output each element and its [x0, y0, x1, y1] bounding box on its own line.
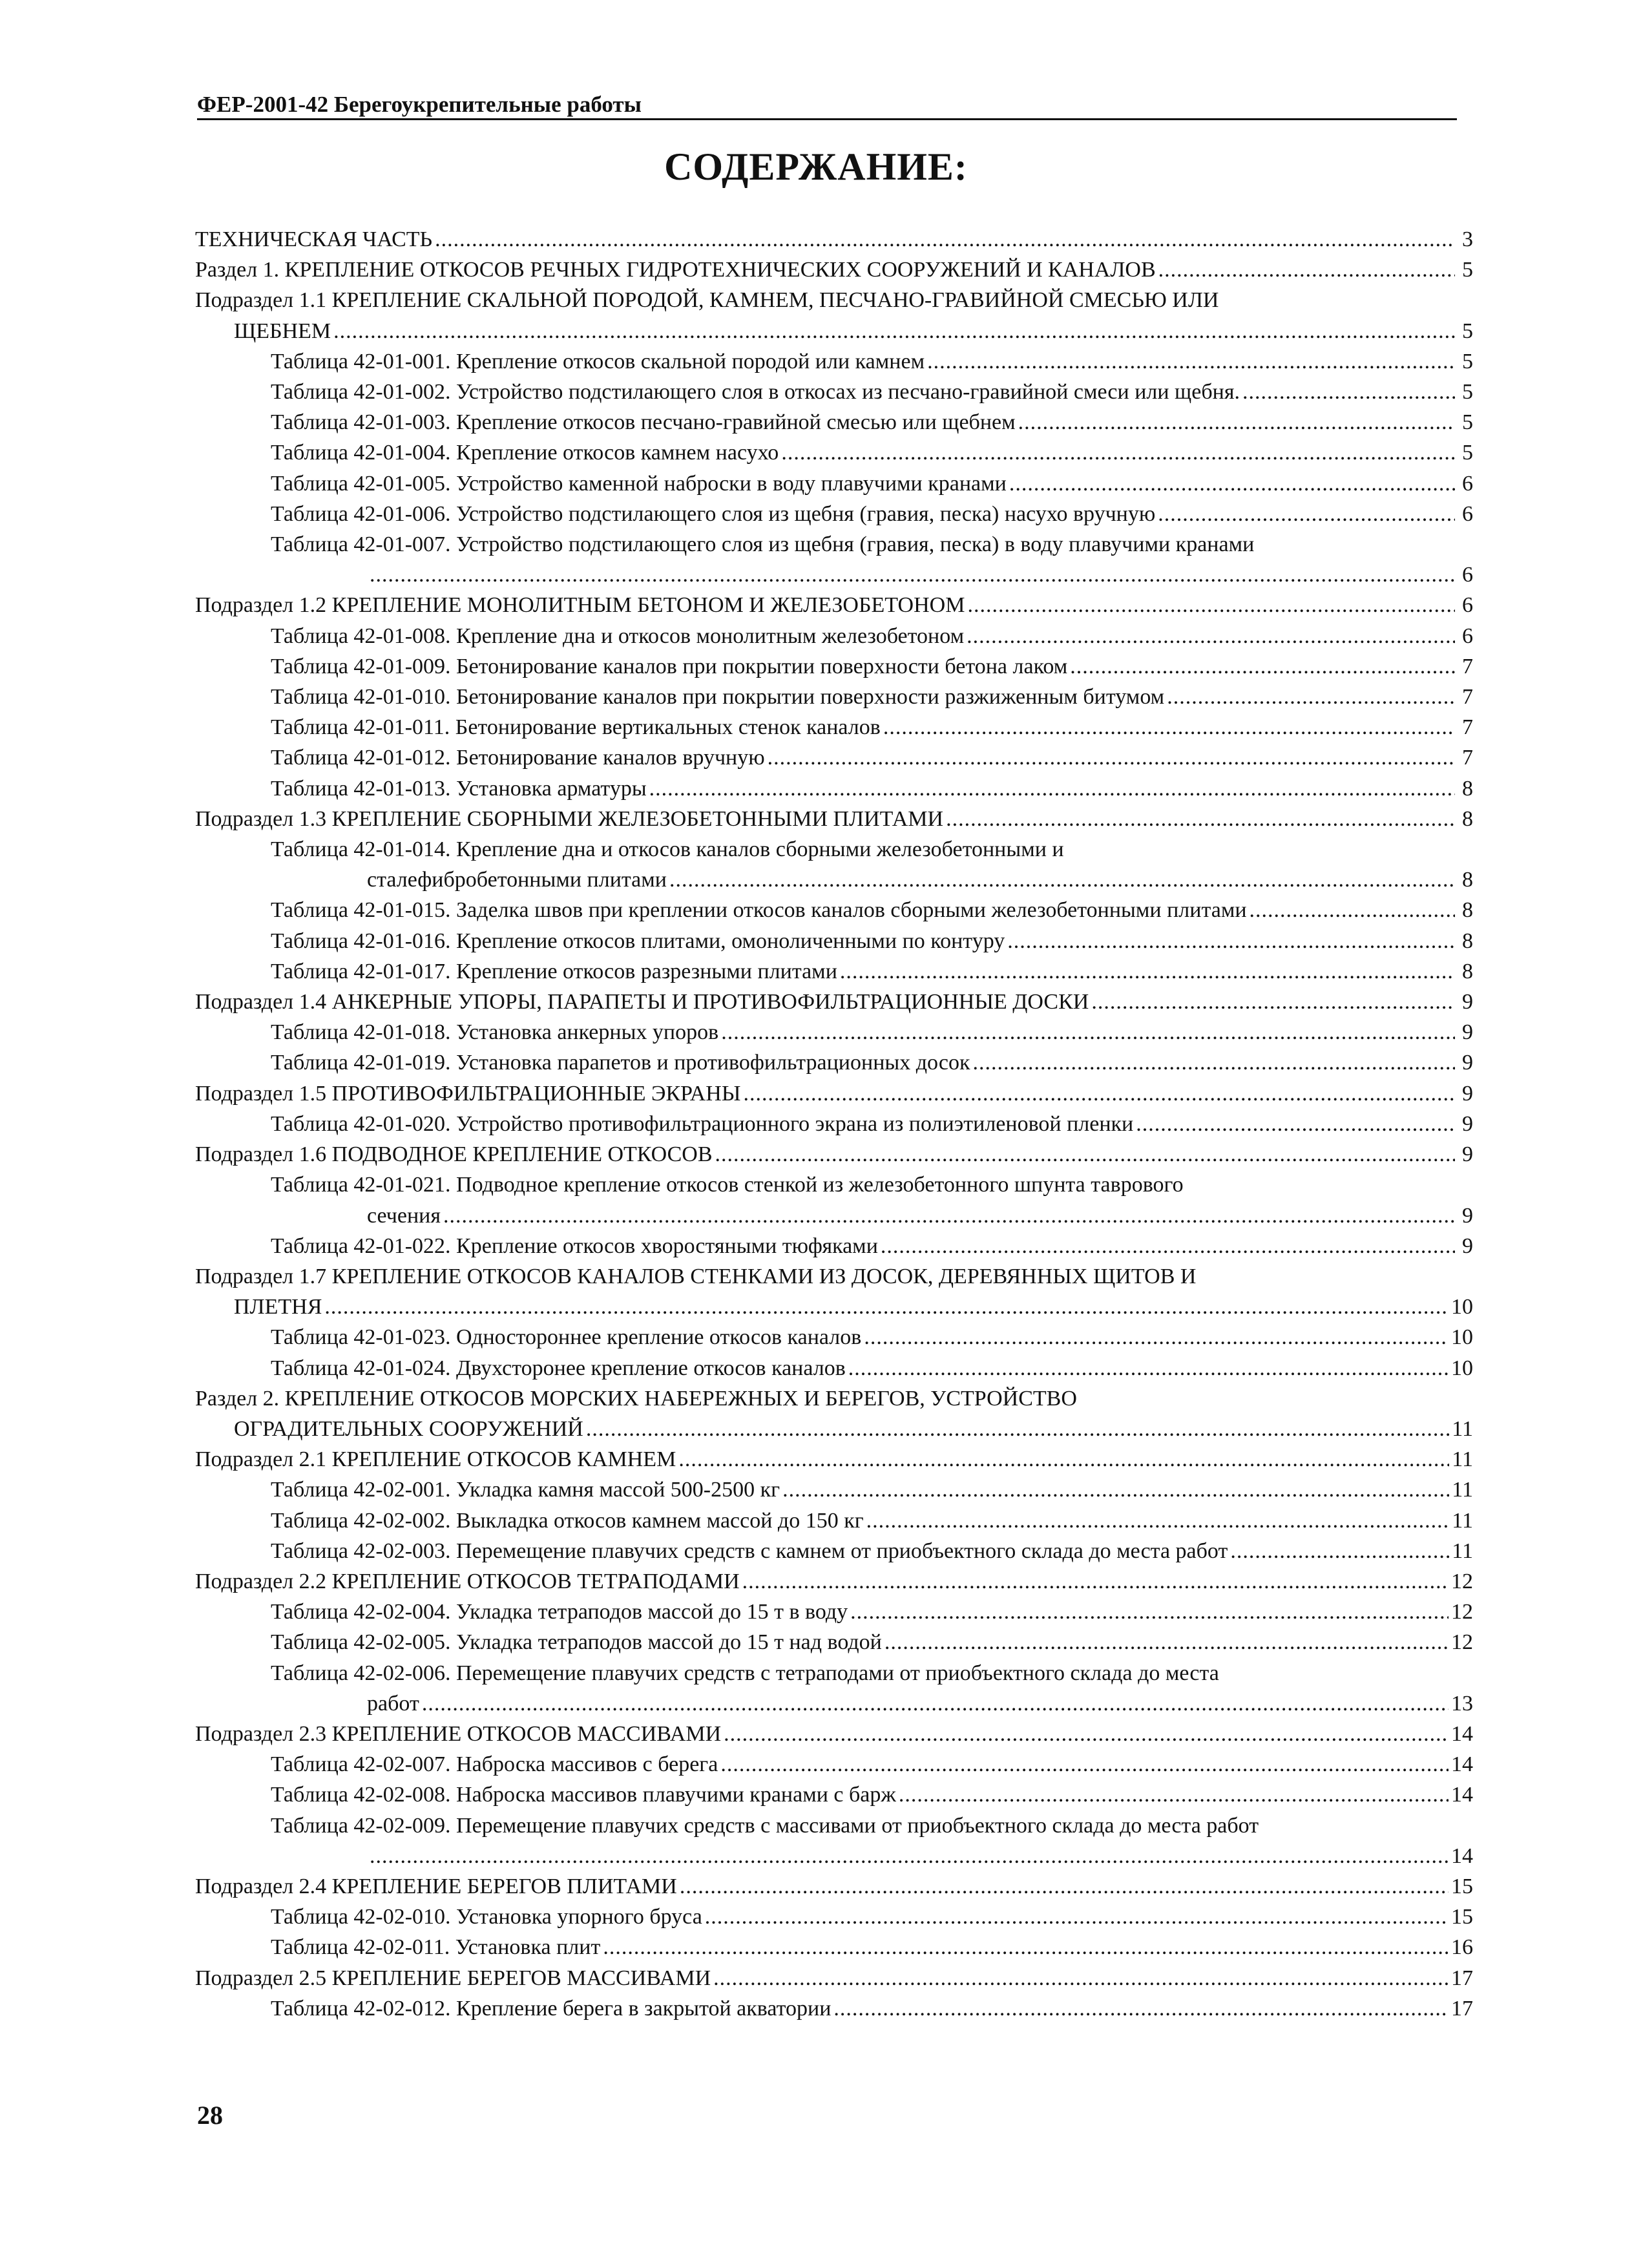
toc-entry[interactable] [195, 499, 1473, 529]
toc-entry[interactable] [195, 1811, 1473, 1841]
toc-entry-page: 7 [1462, 746, 1473, 770]
toc-entry-title: Таблица 42-01-016. Крепление откосов плитами, омоноличенными по контуру [271, 929, 1005, 953]
toc-entry-continuation[interactable] [195, 1414, 1473, 1444]
toc-entry-continuation[interactable] [195, 560, 1473, 590]
toc-entry-page: 5 [1462, 349, 1473, 373]
dot-leader [744, 1078, 1456, 1109]
toc-entry[interactable] [195, 377, 1473, 407]
toc-entry-title: Таблица 42-01-021. Подводное крепление откосов стенкой из железобетонного шпунта таврового [271, 1173, 1184, 1197]
dot-leader [586, 1414, 1449, 1444]
toc-entry-title: Таблица 42-01-011. Бетонирование вертикальных стенок каналов [271, 715, 881, 740]
toc-entry-page: 8 [1462, 806, 1473, 831]
toc-entry-title: Подраздел 1.1 КРЕПЛЕНИЕ СКАЛЬНОЙ ПОРОДОЙ, КАМНЕМ, ПЕСЧАНО-ГРАВИЙНОЙ СМЕСЬЮ ИЛИ [195, 288, 1219, 313]
toc-entry[interactable] [195, 1749, 1473, 1780]
toc-entry-page: 12 [1451, 1569, 1473, 1593]
dot-leader [840, 956, 1455, 987]
dot-leader [1009, 468, 1455, 499]
toc-entry[interactable] [195, 590, 1473, 620]
toc-entry[interactable] [195, 346, 1473, 377]
toc-entry-title: Подраздел 1.2 КРЕПЛЕНИЕ МОНОЛИТНЫМ БЕТОНОМ И ЖЕЛЕЗОБЕТОНОМ [195, 593, 965, 618]
toc-entry-title: Раздел 2. КРЕПЛЕНИЕ ОТКОСОВ МОРСКИХ НАБЕРЕЖНЫХ И БЕРЕГОВ, УСТРОЙСТВО [195, 1386, 1077, 1411]
toc-entry-page: 7 [1462, 654, 1473, 678]
dot-leader [973, 1047, 1456, 1078]
dot-leader [864, 1322, 1449, 1352]
dot-leader [713, 1963, 1449, 1993]
toc-entry-page: 11 [1452, 1478, 1473, 1502]
toc-entry-title: Подраздел 1.5 ПРОТИВОФИЛЬТРАЦИОННЫЕ ЭКРАНЫ [195, 1081, 741, 1106]
toc-entry-page: 6 [1462, 593, 1473, 618]
toc-entry-title-continued: ПЛЕТНЯ [234, 1295, 322, 1319]
toc-entry-page: 9 [1462, 1111, 1473, 1136]
toc-entry[interactable] [195, 1139, 1473, 1170]
toc-entry[interactable] [195, 1353, 1473, 1383]
toc-entry[interactable] [195, 1109, 1473, 1139]
toc-entry-title: Таблица 42-01-022. Крепление откосов хворостяными тюфяками [271, 1234, 878, 1258]
toc-entry-page: 7 [1462, 685, 1473, 709]
toc-entry[interactable] [195, 1932, 1473, 1962]
toc-entry[interactable] [195, 1444, 1473, 1475]
page-title: СОДЕРЖАНИЕ: [664, 145, 968, 188]
dot-leader [678, 1444, 1449, 1475]
toc-entry-title: ТЕХНИЧЕСКАЯ ЧАСТЬ [195, 227, 433, 251]
toc-entry[interactable] [195, 834, 1473, 865]
toc-entry-continuation[interactable] [195, 316, 1473, 346]
toc-entry-title: Таблица 42-01-008. Крепление дна и откосов монолитным железобетоном [271, 624, 965, 648]
toc-entry[interactable] [195, 1170, 1473, 1200]
toc-entry[interactable] [195, 1627, 1473, 1657]
toc-entry-page: 14 [1451, 1752, 1473, 1777]
toc-entry-title: Подраздел 1.7 КРЕПЛЕНИЕ ОТКОСОВ КАНАЛОВ СТЕНКАМИ ИЗ ДОСОК, ДЕРЕВЯННЫХ ЩИТОВ И [195, 1264, 1197, 1288]
toc-entry-page: 7 [1462, 715, 1473, 740]
toc-entry[interactable] [195, 529, 1473, 560]
toc-entry-page: 10 [1451, 1356, 1473, 1380]
toc-entry-page: 5 [1462, 319, 1473, 343]
toc-entry[interactable] [195, 224, 1473, 255]
toc-entry-page: 9 [1462, 1234, 1473, 1258]
dot-leader [603, 1932, 1449, 1962]
dot-leader [883, 712, 1455, 742]
toc-entry[interactable] [195, 407, 1473, 437]
toc-entry-title: Таблица 42-02-009. Перемещение плавучих средств с массивами от приобъектного склада до места работ [271, 1813, 1259, 1838]
toc-entry-page: 10 [1451, 1325, 1473, 1350]
toc-entry-title: Раздел 1. КРЕПЛЕНИЕ ОТКОСОВ РЕЧНЫХ ГИДРОТЕХНИЧЕСКИХ СООРУЖЕНИЙ И КАНАЛОВ [195, 258, 1156, 282]
toc-entry-title: Таблица 42-01-007. Устройство подстилающего слоя из щебня (гравия, песка) в воду плавучими кранами [271, 532, 1255, 557]
toc-entry-page: 17 [1451, 1996, 1473, 2021]
toc-entry-page: 6 [1462, 471, 1473, 496]
dot-leader [1158, 499, 1455, 529]
toc-entry-page: 11 [1452, 1416, 1473, 1441]
toc-entry-page: 15 [1451, 1874, 1473, 1898]
toc-entry[interactable] [195, 651, 1473, 682]
dot-leader [742, 1566, 1449, 1597]
toc-entry[interactable] [195, 926, 1473, 956]
toc-entry-continuation[interactable] [195, 1688, 1473, 1719]
dot-leader [724, 1719, 1449, 1749]
dot-leader [866, 1506, 1450, 1536]
dot-leader [1070, 651, 1455, 682]
toc-entry[interactable] [195, 1658, 1473, 1688]
toc-entry-title: Таблица 42-01-009. Бетонирование каналов при покрытии поверхности бетона лаком [271, 654, 1068, 678]
toc-entry-continuation[interactable] [195, 1292, 1473, 1322]
toc-entry-continuation[interactable] [195, 1841, 1473, 1871]
toc-entry-page: 5 [1462, 441, 1473, 465]
toc-entry[interactable] [195, 1993, 1473, 2024]
toc-entry[interactable] [195, 1261, 1473, 1292]
toc-entry[interactable] [195, 1566, 1473, 1597]
toc-entry[interactable] [195, 712, 1473, 742]
toc-entry-title: Таблица 42-02-010. Установка упорного бруса [271, 1905, 702, 1929]
toc-entry-page: 5 [1462, 258, 1473, 282]
dot-leader [705, 1902, 1449, 1932]
toc-entry-title: Подраздел 2.2 КРЕПЛЕНИЕ ОТКОСОВ ТЕТРАПОДАМИ [195, 1569, 740, 1593]
running-header: ФЕР-2001-42 Берегоукрепительные работы [197, 92, 642, 117]
toc-entry-page: 8 [1462, 959, 1473, 983]
toc-entry-title: Подраздел 2.5 КРЕПЛЕНИЕ БЕРЕГОВ МАССИВАМИ [195, 1966, 711, 1990]
toc-entry-title: Таблица 42-01-018. Установка анкерных упоров [271, 1020, 719, 1045]
dot-leader [720, 1749, 1449, 1780]
toc-entry-page: 14 [1451, 1721, 1473, 1746]
toc-entry-title: Таблица 42-01-014. Крепление дна и откосов каналов сборными железобетонными и [271, 837, 1064, 862]
toc-entry-page: 6 [1462, 501, 1473, 526]
toc-entry-title: Таблица 42-01-019. Установка парапетов и противофильтрационных досок [271, 1051, 970, 1075]
toc-entry-page: 11 [1452, 1447, 1473, 1472]
toc-entry-title: Подраздел 1.4 АНКЕРНЫЕ УПОРЫ, ПАРАПЕТЫ И ПРОТИВОФИЛЬТРАЦИОННЫЕ ДОСКИ [195, 990, 1089, 1014]
toc-entry-page: 9 [1462, 1020, 1473, 1045]
toc-entry-page: 16 [1451, 1935, 1473, 1960]
dot-leader [946, 804, 1455, 834]
toc-entry[interactable] [195, 1231, 1473, 1261]
dot-leader [680, 1871, 1449, 1902]
dot-leader [669, 865, 1455, 895]
dot-leader [370, 560, 1455, 590]
toc-entry-page: 8 [1462, 898, 1473, 923]
page-number: 28 [197, 2101, 223, 2130]
toc-entry-title: Подраздел 2.3 КРЕПЛЕНИЕ ОТКОСОВ МАССИВАМИ [195, 1721, 722, 1746]
toc-entry-title: Таблица 42-02-004. Укладка тетраподов массой до 15 т в воду [271, 1600, 848, 1624]
toc-entry[interactable] [195, 468, 1473, 499]
toc-entry[interactable] [195, 742, 1473, 773]
table-of-contents [195, 224, 1473, 2024]
toc-entry-title: Таблица 42-01-005. Устройство каменной наброски в воду плавучими кранами [271, 471, 1007, 496]
dot-leader [967, 621, 1455, 651]
toc-entry-page: 9 [1462, 1051, 1473, 1075]
dot-leader [333, 316, 1455, 346]
toc-entry-page: 6 [1462, 563, 1473, 587]
toc-entry[interactable] [195, 1322, 1473, 1352]
toc-entry-page: 12 [1451, 1600, 1473, 1624]
toc-entry-title-continued: работ [367, 1691, 419, 1716]
dot-leader [781, 437, 1455, 468]
toc-entry-title: Таблица 42-01-012. Бетонирование каналов вручную [271, 746, 765, 770]
toc-entry-page: 14 [1451, 1783, 1473, 1807]
toc-entry-page: 9 [1462, 1081, 1473, 1106]
toc-entry[interactable] [195, 773, 1473, 804]
toc-entry-title: Таблица 42-02-003. Перемещение плавучих средств с камнем от приобъектного склада до места работ [271, 1538, 1228, 1563]
toc-entry-title: Таблица 42-01-017. Крепление откосов разрезными плитами [271, 959, 837, 983]
dot-leader [927, 346, 1455, 377]
toc-entry[interactable] [195, 1506, 1473, 1536]
toc-entry[interactable] [195, 1047, 1473, 1078]
toc-entry-title: Таблица 42-01-023. Одностороннее крепление откосов каналов [271, 1325, 862, 1350]
toc-entry-title: Таблица 42-02-011. Установка плит [271, 1935, 601, 1960]
toc-entry-title: Таблица 42-02-005. Укладка тетраподов массой до 15 т над водой [271, 1630, 882, 1655]
toc-entry[interactable] [195, 1963, 1473, 1993]
toc-entry[interactable] [195, 1017, 1473, 1047]
toc-entry-title: Таблица 42-02-012. Крепление берега в закрытой акватории [271, 1996, 832, 2021]
toc-entry[interactable] [195, 1719, 1473, 1749]
dot-leader [324, 1292, 1449, 1322]
toc-entry-title-continued: ЩЕБНЕМ [234, 319, 331, 343]
toc-entry-title: Таблица 42-01-024. Двухсторонее крепление откосов каналов [271, 1356, 846, 1380]
toc-entry-title-continued: сечения [367, 1203, 441, 1228]
toc-entry-title: Таблица 42-02-008. Наброска массивов плавучими кранами с барж [271, 1783, 896, 1807]
toc-entry-page: 10 [1451, 1295, 1473, 1319]
toc-entry-page: 6 [1462, 624, 1473, 648]
dot-leader [1167, 682, 1455, 712]
toc-entry[interactable] [195, 987, 1473, 1017]
toc-entry-page: 5 [1462, 410, 1473, 435]
toc-entry-page: 14 [1451, 1843, 1473, 1868]
toc-entry[interactable] [195, 956, 1473, 987]
toc-entry[interactable] [195, 895, 1473, 925]
dot-leader [848, 1353, 1449, 1383]
toc-entry[interactable] [195, 1383, 1473, 1414]
toc-entry-title: Подраздел 1.6 ПОДВОДНОЕ КРЕПЛЕНИЕ ОТКОСОВ [195, 1142, 713, 1167]
toc-entry[interactable] [195, 1475, 1473, 1505]
toc-entry-page: 11 [1452, 1538, 1473, 1563]
toc-entry-title: Таблица 42-01-013. Установка арматуры [271, 776, 647, 801]
dot-leader [1007, 926, 1455, 956]
dot-leader [1242, 377, 1455, 407]
dot-leader [768, 742, 1455, 773]
toc-entry-title-continued: сталефибробетонными плитами [367, 868, 667, 892]
toc-entry-title: Таблица 42-01-003. Крепление откосов песчано-гравийной смесью или щебнем [271, 410, 1016, 435]
dot-leader [1230, 1536, 1449, 1566]
toc-entry[interactable] [195, 1780, 1473, 1810]
header-rule [197, 118, 1457, 120]
toc-entry[interactable] [195, 682, 1473, 712]
dot-leader [899, 1780, 1449, 1810]
toc-entry[interactable] [195, 1871, 1473, 1902]
dot-leader [1158, 255, 1455, 285]
dot-leader [649, 773, 1455, 804]
toc-entry-title: Таблица 42-01-001. Крепление откосов скальной породой или камнем [271, 349, 925, 373]
dot-leader [1250, 895, 1455, 925]
toc-entry[interactable] [195, 285, 1473, 315]
toc-entry[interactable] [195, 437, 1473, 468]
dot-leader [1136, 1109, 1455, 1139]
dot-leader [884, 1627, 1449, 1657]
toc-entry-title: Подраздел 2.1 КРЕПЛЕНИЕ ОТКОСОВ КАМНЕМ [195, 1447, 676, 1472]
toc-entry-page: 13 [1451, 1691, 1473, 1716]
toc-entry-title: Таблица 42-02-002. Выкладка откосов камнем массой до 150 кг [271, 1508, 864, 1533]
toc-entry-page: 15 [1451, 1905, 1473, 1929]
toc-entry-title-continued: ОГРАДИТЕЛЬНЫХ СООРУЖЕНИЙ [234, 1416, 583, 1441]
toc-entry-title: Таблица 42-02-007. Наброска массивов с берега [271, 1752, 718, 1777]
toc-entry-page: 9 [1462, 1203, 1473, 1228]
toc-entry-page: 8 [1462, 776, 1473, 801]
toc-entry-page: 9 [1462, 1142, 1473, 1167]
toc-entry-title: Подраздел 2.4 КРЕПЛЕНИЕ БЕРЕГОВ ПЛИТАМИ [195, 1874, 677, 1898]
toc-entry[interactable] [195, 1536, 1473, 1566]
dot-leader [1091, 987, 1455, 1017]
toc-entry-page: 8 [1462, 929, 1473, 953]
toc-entry-continuation[interactable] [195, 865, 1473, 895]
dot-leader [443, 1201, 1455, 1231]
dot-leader [850, 1597, 1449, 1627]
dot-leader [782, 1475, 1449, 1505]
toc-entry-title: Таблица 42-01-015. Заделка швов при креплении откосов каналов сборными железобетонными плитами [271, 898, 1247, 923]
toc-entry-page: 12 [1451, 1630, 1473, 1655]
toc-entry-page: 3 [1462, 227, 1473, 251]
toc-entry-page: 17 [1451, 1966, 1473, 1990]
toc-entry-page: 9 [1462, 990, 1473, 1014]
toc-entry[interactable] [195, 1902, 1473, 1932]
toc-entry-title: Таблица 42-01-020. Устройство противофильтрационного экрана из полиэтиленовой пленки [271, 1111, 1134, 1136]
toc-entry-title: Подраздел 1.3 КРЕПЛЕНИЕ СБОРНЫМИ ЖЕЛЕЗОБЕТОННЫМИ ПЛИТАМИ [195, 806, 944, 831]
toc-entry-title: Таблица 42-01-004. Крепление откосов камнем насухо [271, 441, 779, 465]
toc-entry[interactable] [195, 1597, 1473, 1627]
toc-entry-title: Таблица 42-01-002. Устройство подстилающего слоя в откосах из песчано-гравийной смеси или щебня. [271, 380, 1240, 404]
toc-entry-title: Таблица 42-02-001. Укладка камня массой 500-2500 кг [271, 1478, 780, 1502]
dot-leader [370, 1841, 1449, 1871]
toc-entry[interactable] [195, 621, 1473, 651]
toc-entry-continuation[interactable] [195, 1201, 1473, 1231]
toc-entry[interactable] [195, 255, 1473, 285]
toc-entry-title: Таблица 42-01-010. Бетонирование каналов при покрытии поверхности разжиженным битумом [271, 685, 1165, 709]
toc-entry[interactable] [195, 804, 1473, 834]
toc-entry-title: Таблица 42-01-006. Устройство подстилающего слоя из щебня (гравия, песка) насухо вручную [271, 501, 1156, 526]
dot-leader [715, 1139, 1456, 1170]
dot-leader [721, 1017, 1455, 1047]
dot-leader [881, 1231, 1455, 1261]
toc-entry-page: 8 [1462, 868, 1473, 892]
toc-entry-page: 11 [1452, 1508, 1473, 1533]
toc-entry[interactable] [195, 1078, 1473, 1109]
dot-leader [833, 1993, 1449, 2024]
dot-leader [435, 224, 1455, 255]
dot-leader [422, 1688, 1449, 1719]
toc-entry-title: Таблица 42-02-006. Перемещение плавучих средств с тетраподами от приобъектного склада до места [271, 1661, 1219, 1685]
dot-leader [1018, 407, 1455, 437]
dot-leader [967, 590, 1455, 620]
toc-entry-page: 5 [1462, 380, 1473, 404]
